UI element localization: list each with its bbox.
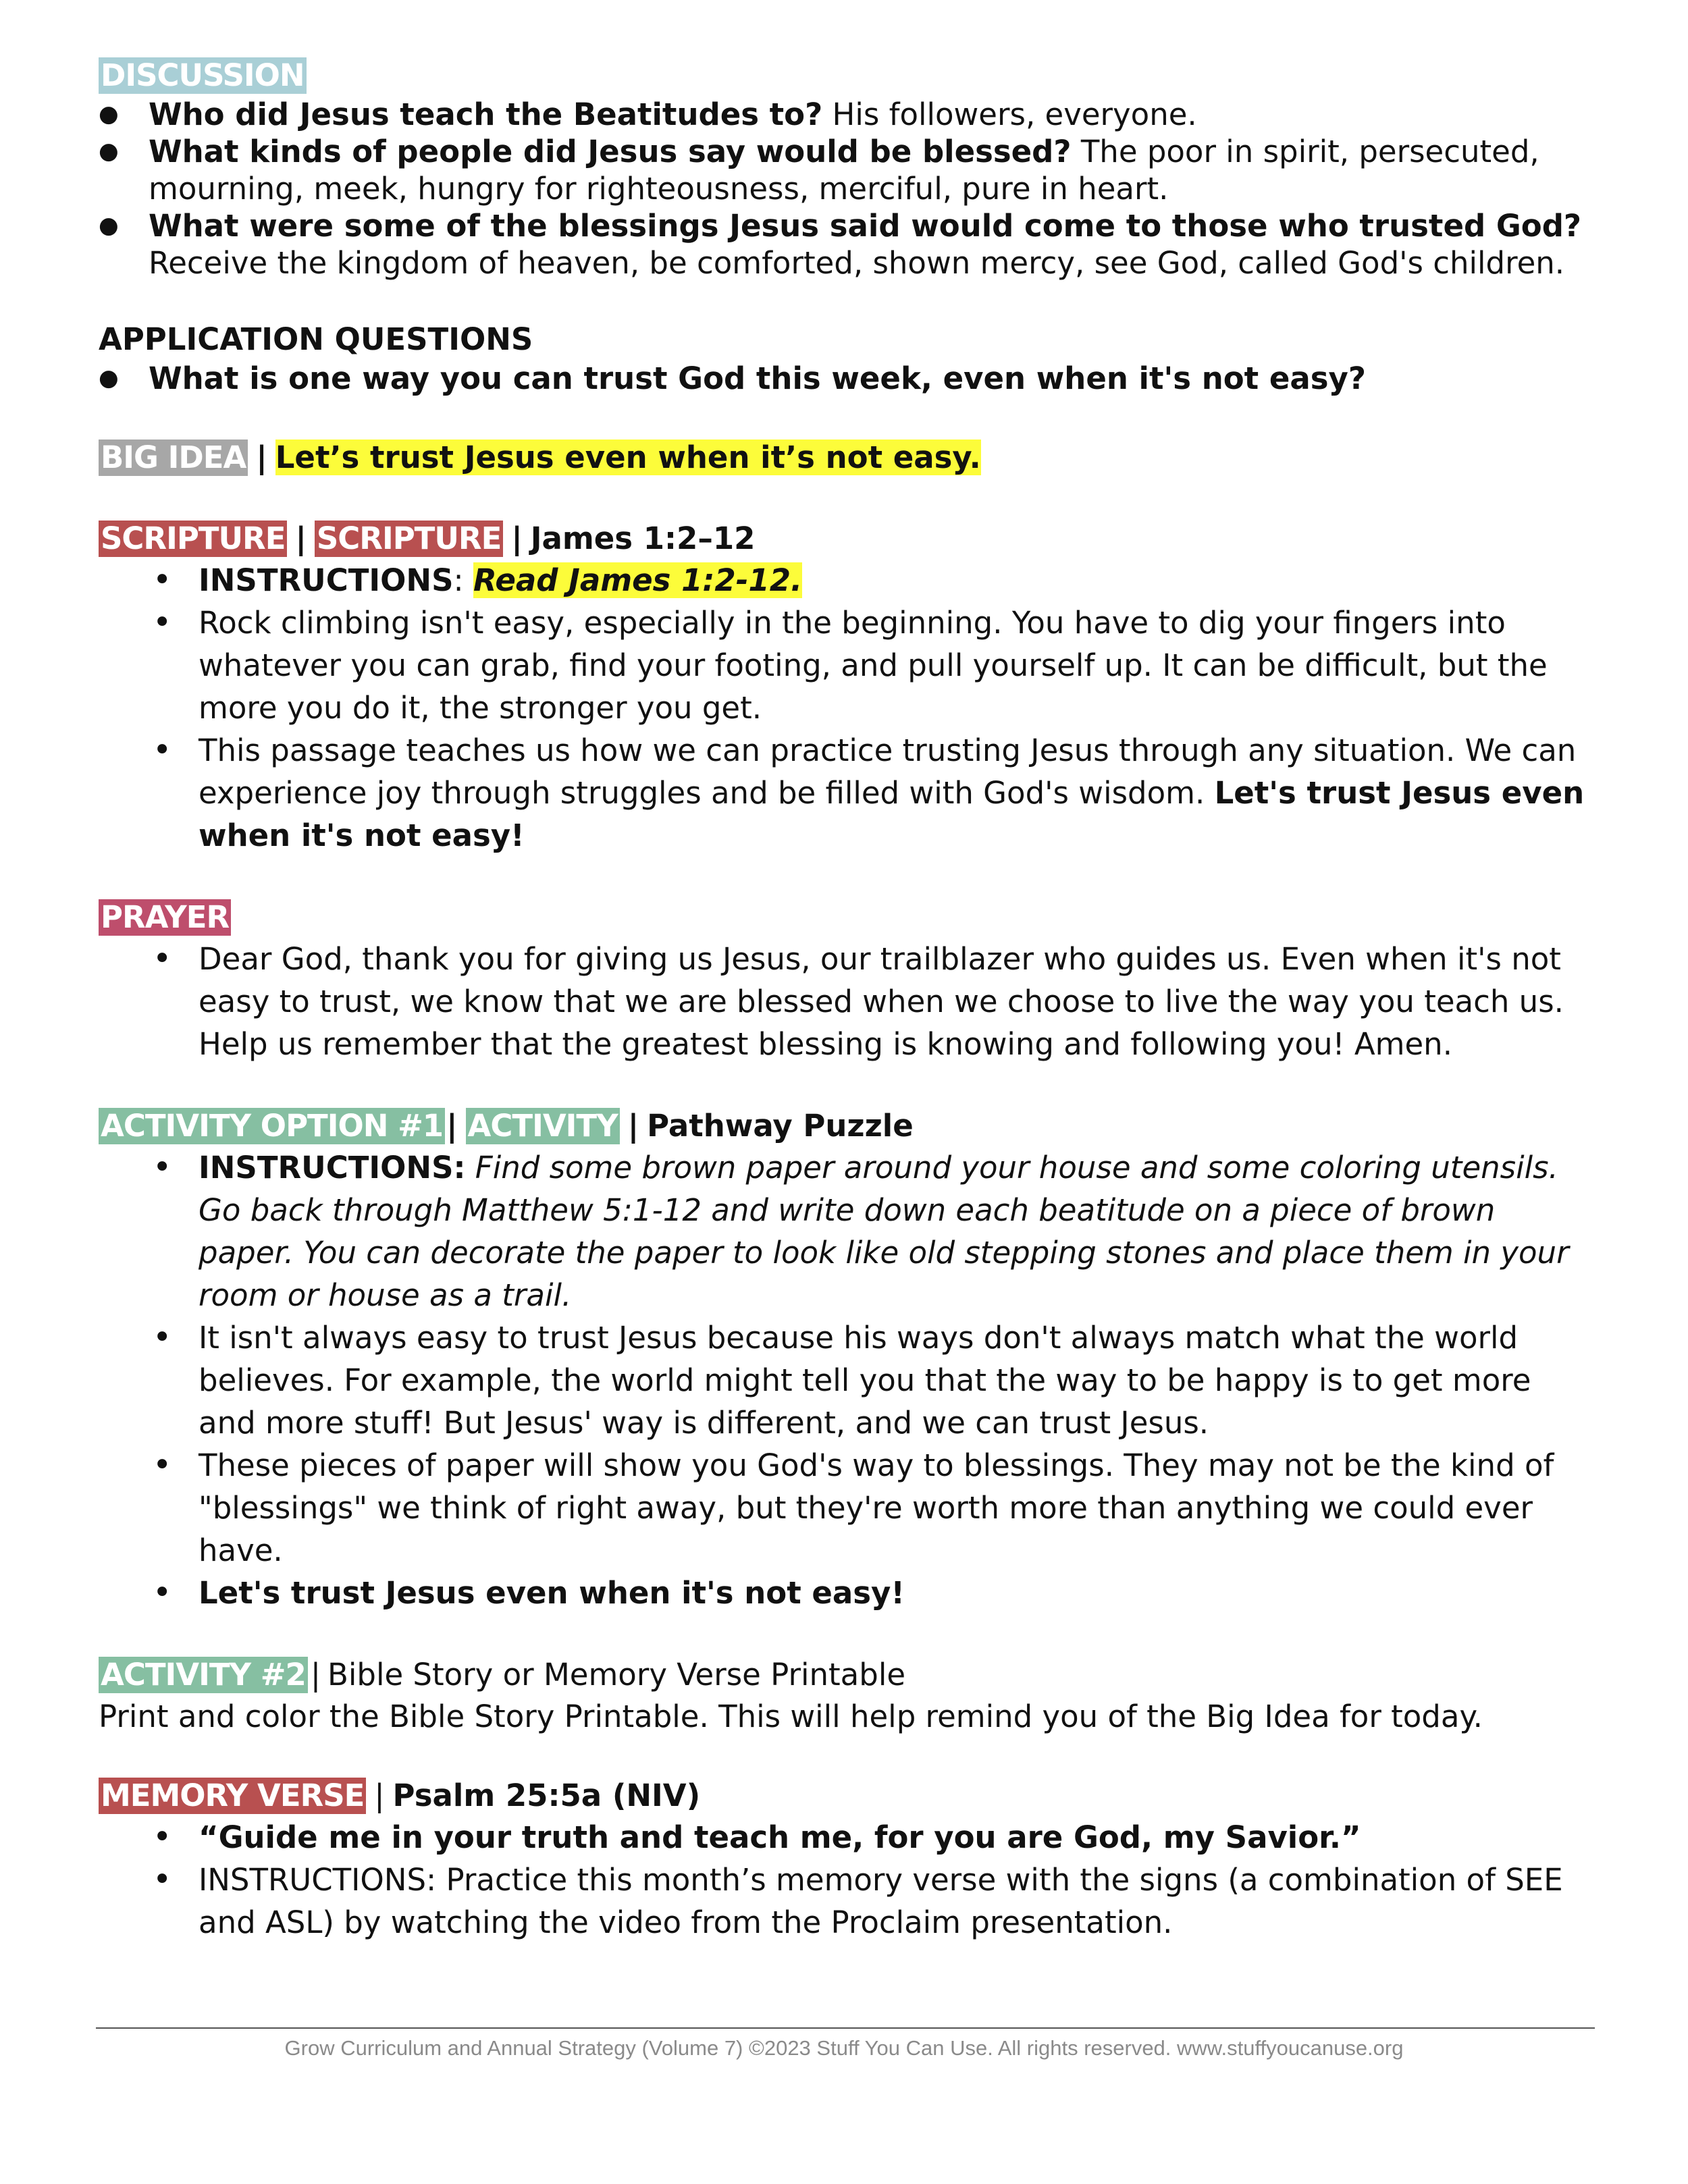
memory-verse-text: “Guide me in your truth and teach me, for you are God, my Savior.” [199, 1819, 1361, 1855]
footer-divider [96, 2027, 1595, 2029]
activity-option-tag: ACTIVITY OPTION #1 [99, 1108, 445, 1144]
list-item [99, 1572, 1598, 1614]
scripture-tag: SCRIPTURE [315, 521, 503, 557]
list-item [99, 729, 1598, 857]
discussion-tag: DISCUSSION [99, 57, 307, 94]
list-item [99, 1146, 1598, 1316]
list-item [99, 1316, 1598, 1444]
list-item [99, 938, 1598, 1065]
discussion-answer: The poor in spirit, persecuted, mourning, meek, hungry for righteousness, merciful, pure in heart. [149, 134, 1539, 207]
activity2-tag: ACTIVITY #2 [99, 1657, 308, 1693]
memory-list [99, 1816, 1598, 1944]
scripture-tag: SCRIPTURE [99, 521, 287, 557]
separator: | [295, 521, 307, 556]
activity-tag: ACTIVITY [466, 1108, 620, 1144]
activity1-list [99, 1146, 1598, 1614]
list-item [99, 207, 1598, 282]
application-question: What is one way you can trust God this week, even when it's not easy? [149, 361, 1366, 396]
list-item [99, 559, 1598, 602]
instructions-text: Find some brown paper around your house and some coloring utensils. Go back through Matthew 5:1-12 and write down each beatitude on a piece of brown paper. You can decorate the paper to look like old stepping stones and place them in your room or house as a trail. [199, 1150, 1569, 1313]
list-item [99, 96, 1598, 133]
discussion-heading [99, 55, 1598, 96]
scripture-list [99, 559, 1598, 857]
scripture-heading [99, 518, 1598, 559]
instructions-label: INSTRUCTIONS [199, 562, 454, 598]
instructions-label: INSTRUCTIONS: [199, 1150, 466, 1186]
list-item [99, 360, 1598, 397]
scripture-paragraph: Rock climbing isn't easy, especially in the beginning. You have to dig your fingers into whatever you can grab, find your footing, and pull yourself up. It can be difficult, but the more you do it, the stronger you get. [199, 605, 1548, 726]
prayer-tag: PRAYER [99, 899, 231, 936]
separator: | [627, 1108, 639, 1144]
memory-verse-tag: MEMORY VERSE [99, 1778, 366, 1814]
instructions-colon: : [453, 562, 473, 598]
prayer-heading [99, 897, 1598, 938]
activity2-heading [99, 1655, 1598, 1695]
activity-paragraph: These pieces of paper will show you God's way to blessings. They may not be the kind of "blessings" we think of right away, but they're worth more than anything we could ever have. [199, 1447, 1554, 1568]
list-item [99, 1816, 1598, 1859]
application-list [99, 360, 1598, 397]
activity2-text: Print and color the Bible Story Printable. This will help remind you of the Big Idea for today. [99, 1699, 1483, 1734]
scripture-emphasis: Let's trust Jesus even when it's not easy! [199, 775, 1585, 853]
big-idea-line [99, 437, 1598, 478]
discussion-list [99, 96, 1598, 282]
instructions-text: Read James 1:2-12. [473, 562, 803, 598]
discussion-answer: Receive the kingdom of heaven, be comforted, shown mercy, see God, called God's children. [149, 245, 1565, 281]
separator: | [310, 1657, 321, 1693]
activity-emphasis: Let's trust Jesus even when it's not easy! [199, 1575, 905, 1611]
application-heading-text: APPLICATION QUESTIONS [99, 321, 533, 357]
discussion-question: What kinds of people did Jesus say would be blessed? [149, 134, 1072, 169]
memory-reference: Psalm 25:5a (NIV) [392, 1778, 701, 1813]
discussion-question: What were some of the blessings Jesus said would come to those who trusted God? [149, 208, 1582, 244]
separator: | [446, 1108, 458, 1144]
prayer-list [99, 938, 1598, 1065]
list-item [99, 133, 1598, 207]
list-item [99, 1444, 1598, 1572]
activity1-heading [99, 1106, 1598, 1146]
prayer-text: Dear God, thank you for giving us Jesus, our trailblazer who guides us. Even when it's not easy to trust, we know that we are blessed when we choose to live the way you teach us. Help us remember that the greatest blessing is knowing and following you! Amen. [199, 941, 1564, 1062]
scripture-paragraph: This passage teaches us how we can practice trusting Jesus through any situation. We can experience joy through struggles and be filled with God's wisdom. [199, 733, 1577, 811]
discussion-question: Who did Jesus teach the Beatitudes to? [149, 97, 823, 132]
separator: | [374, 1778, 385, 1813]
scripture-reference: James 1:2–12 [530, 521, 756, 556]
separator: | [256, 440, 267, 475]
list-item [99, 1859, 1598, 1944]
activity1-title: Pathway Puzzle [647, 1108, 914, 1144]
separator: | [511, 521, 523, 556]
document-page [99, 55, 1598, 1944]
list-item [99, 602, 1598, 729]
memory-heading [99, 1776, 1598, 1816]
page-footer: Grow Curriculum and Annual Strategy (Volume 7) ©2023 Stuff You Can Use. All rights reserved. www.stuffyoucanuse.org [284, 2036, 1404, 2060]
big-idea-text: Let’s trust Jesus even when it’s not easy. [275, 440, 981, 475]
application-heading [99, 319, 1598, 360]
memory-instructions: INSTRUCTIONS: Practice this month’s memory verse with the signs (a combination of SEE and ASL) by watching the video from the Proclaim presentation. [199, 1862, 1563, 1940]
activity2-title: Bible Story or Memory Verse Printable [327, 1657, 906, 1693]
activity-paragraph: It isn't always easy to trust Jesus because his ways don't always match what the world believes. For example, the world might tell you that the way to be happy is to get more and more stuff! But Jesus' way is different, and we can trust Jesus. [199, 1320, 1531, 1441]
big-idea-tag: BIG IDEA [99, 440, 248, 476]
discussion-answer: His followers, everyone. [822, 97, 1197, 132]
